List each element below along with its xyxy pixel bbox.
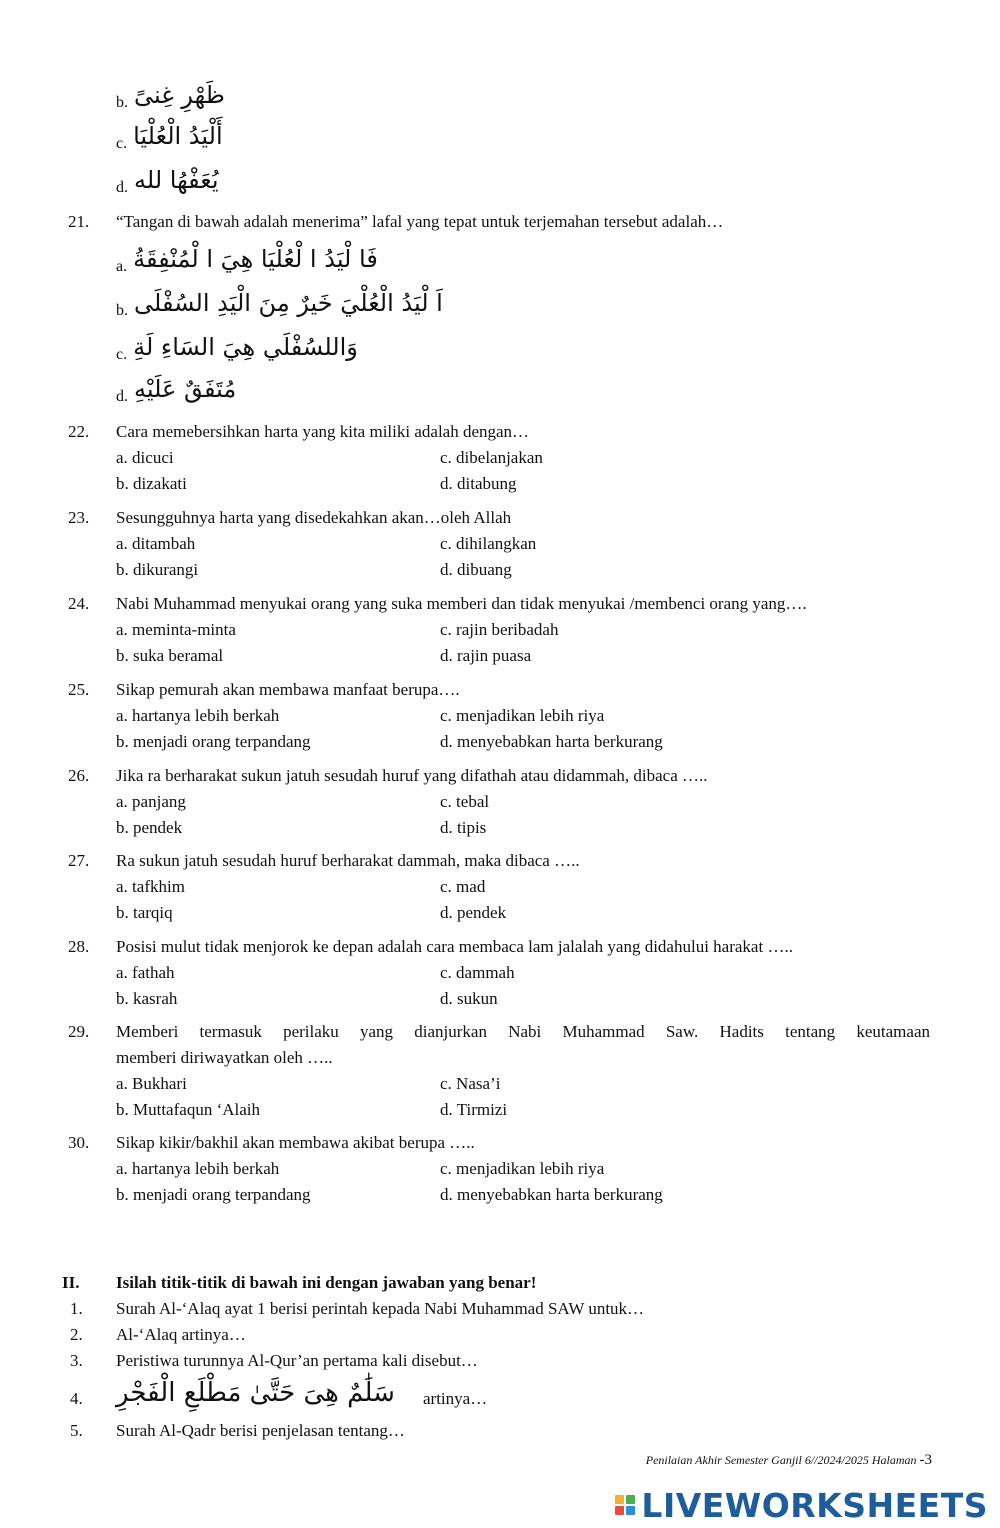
- question-text: Sesungguhnya harta yang disedekahkan akan…oleh Allah: [116, 508, 512, 527]
- option-b[interactable]: b. dizakati: [116, 474, 187, 493]
- fill-item-text: Peristiwa turunnya Al-Qur’an pertama kali disebut…: [116, 1351, 478, 1370]
- section-number: II.: [62, 1273, 80, 1292]
- fill-item-text: Al-‘Alaq artinya…: [116, 1325, 246, 1344]
- question-text: Memberi termasuk perilaku yang dianjurkan Nabi Muhammad Saw. Hadits tentang keutamaan: [116, 1022, 930, 1041]
- arabic-text: أَلْيَدُ الْعُلْيَا: [133, 122, 223, 151]
- option-b[interactable]: b. suka beramal: [116, 646, 224, 665]
- arabic-text: ظَهْرِ غِنىً: [134, 81, 225, 110]
- option-a[interactable]: a. panjang: [116, 792, 186, 811]
- arabic-text: سَلَٰمٌ هِىَ حَتَّىٰ مَطْلَعِ الْفَجْرِ: [116, 1378, 395, 1409]
- question-text: “Tangan di bawah adalah menerima” lafal yang tepat untuk terjemahan tersebut adalah…: [116, 212, 724, 231]
- option-d[interactable]: d. menyebabkan harta berkurang: [440, 1185, 663, 1204]
- question-text: Ra sukun jatuh sesudah huruf berharakat dammah, maka dibaca …..: [116, 851, 580, 870]
- question-number: 30.: [68, 1133, 90, 1152]
- question-text: Jika ra berharakat sukun jatuh sesudah huruf yang difathah atau didammah, dibaca …..: [116, 766, 708, 785]
- q20-option-b: [116, 72, 225, 116]
- q21-option-d: [116, 366, 236, 410]
- footer-text: Penilaian Akhir Semester Ganjil 6//2024/2025 Halaman: [645, 1453, 917, 1467]
- option-d[interactable]: d. Tirmizi: [440, 1100, 508, 1119]
- question-number: 22.: [68, 422, 90, 441]
- q20-option-d: [116, 157, 219, 201]
- question-text: Sikap pemurah akan membawa manfaat berupa….: [116, 680, 460, 699]
- question-number: 25.: [68, 680, 90, 699]
- option-a[interactable]: a. dicuci: [116, 448, 174, 467]
- question-text: Nabi Muhammad menyukai orang yang suka memberi dan tidak menyukai /membenci orang yang….: [116, 594, 807, 613]
- question-text: Cara memebersihkan harta yang kita miliki adalah dengan…: [116, 422, 530, 441]
- q21-option-c: [116, 324, 358, 368]
- fill-item-number: 1.: [70, 1299, 83, 1318]
- option-d[interactable]: d. ditabung: [440, 474, 517, 493]
- option-letter: d.: [116, 388, 128, 405]
- option-b[interactable]: b. Muttafaqun ‘Alaih: [116, 1100, 260, 1119]
- option-a[interactable]: a. tafkhim: [116, 877, 185, 896]
- question-number: 21.: [68, 212, 90, 231]
- option-b[interactable]: b. dikurangi: [116, 560, 199, 579]
- arabic-text: فَا لْيَدُ ا لْعُلْيَا هِيَ ا لْمُنْفِقَةُ: [133, 245, 378, 274]
- option-a[interactable]: a. hartanya lebih berkah: [116, 1159, 280, 1178]
- logo-square: [615, 1506, 624, 1515]
- arabic-text: يُعَفْهُا لله: [134, 166, 219, 195]
- option-c[interactable]: c. dibelanjakan: [440, 448, 543, 467]
- liveworksheets-logo: [615, 1485, 988, 1525]
- fill-item-text: Surah Al-‘Alaq ayat 1 berisi perintah kepada Nabi Muhammad SAW untuk…: [116, 1299, 645, 1318]
- logo-square: [626, 1495, 635, 1504]
- option-a[interactable]: a. hartanya lebih berkah: [116, 706, 280, 725]
- fill-item-number: 3.: [70, 1351, 83, 1370]
- fill-item-arabic: [116, 1370, 395, 1414]
- page-footer: [646, 1452, 932, 1469]
- option-a[interactable]: a. ditambah: [116, 534, 196, 553]
- option-c[interactable]: c. menjadikan lebih riya: [440, 1159, 605, 1178]
- arabic-text: اَ لْيَدُ الْعُلْيَ خَيرٌ مِنَ الْيَدِ السُفْلَى: [134, 289, 443, 318]
- option-letter: c.: [116, 346, 128, 363]
- option-a[interactable]: a. fathah: [116, 963, 175, 982]
- question-text: Sikap kikir/bakhil akan membawa akibat berupa …..: [116, 1133, 475, 1152]
- option-d[interactable]: d. pendek: [440, 903, 507, 922]
- arabic-text: مُتَفَقٌ عَلَيْهِ: [134, 375, 237, 404]
- option-d[interactable]: d. menyebabkan harta berkurang: [440, 732, 663, 751]
- logo-grid-icon: [615, 1495, 635, 1515]
- arabic-text: وَاللسُفْلَي هِيَ السَاءِ لَةِ: [133, 333, 358, 362]
- brand-name: LIVEWORKSHEETS: [641, 1485, 988, 1525]
- q20-option-c: [116, 113, 223, 157]
- fill-item-text: artinya…: [423, 1389, 488, 1408]
- page-number: -3: [919, 1452, 932, 1468]
- option-b[interactable]: b. menjadi orang terpandang: [116, 1185, 311, 1204]
- q21-option-a: [116, 236, 378, 280]
- option-c[interactable]: c. menjadikan lebih riya: [440, 706, 605, 725]
- question-number: 29.: [68, 1022, 90, 1041]
- question-text-continued: memberi diriwayatkan oleh …..: [116, 1048, 333, 1067]
- option-letter: c.: [116, 135, 128, 152]
- option-b[interactable]: b. pendek: [116, 818, 183, 837]
- option-c[interactable]: c. dihilangkan: [440, 534, 537, 553]
- option-b[interactable]: b. kasrah: [116, 989, 178, 1008]
- question-number: 26.: [68, 766, 90, 785]
- option-b[interactable]: b. tarqiq: [116, 903, 173, 922]
- option-letter: a.: [116, 258, 128, 275]
- option-letter: b.: [116, 94, 128, 111]
- option-d[interactable]: d. sukun: [440, 989, 498, 1008]
- option-c[interactable]: c. dammah: [440, 963, 515, 982]
- option-c[interactable]: c. Nasa’i: [440, 1074, 501, 1093]
- fill-item-number: 4.: [70, 1389, 83, 1408]
- option-letter: d.: [116, 179, 128, 196]
- logo-square: [615, 1495, 624, 1504]
- option-letter: b.: [116, 302, 128, 319]
- logo-square: [626, 1506, 635, 1515]
- question-number: 23.: [68, 508, 90, 527]
- question-number: 24.: [68, 594, 90, 613]
- option-d[interactable]: d. dibuang: [440, 560, 512, 579]
- fill-item-text: Surah Al-Qadr berisi penjelasan tentang…: [116, 1421, 405, 1440]
- q21-option-b: [116, 280, 443, 324]
- section-heading: Isilah titik-titik di bawah ini dengan jawaban yang benar!: [116, 1273, 537, 1292]
- option-c[interactable]: c. rajin beribadah: [440, 620, 559, 639]
- option-a[interactable]: a. Bukhari: [116, 1074, 187, 1093]
- option-c[interactable]: c. mad: [440, 877, 486, 896]
- option-d[interactable]: d. tipis: [440, 818, 487, 837]
- question-number: 27.: [68, 851, 90, 870]
- fill-item-number: 5.: [70, 1421, 83, 1440]
- option-b[interactable]: b. menjadi orang terpandang: [116, 732, 311, 751]
- question-text: Posisi mulut tidak menjorok ke depan adalah cara membaca lam jalalah yang didahului harakat …..: [116, 937, 793, 956]
- option-c[interactable]: c. tebal: [440, 792, 490, 811]
- option-d[interactable]: d. rajin puasa: [440, 646, 532, 665]
- question-number: 28.: [68, 937, 90, 956]
- fill-item-number: 2.: [70, 1325, 83, 1344]
- option-a[interactable]: a. meminta-minta: [116, 620, 236, 639]
